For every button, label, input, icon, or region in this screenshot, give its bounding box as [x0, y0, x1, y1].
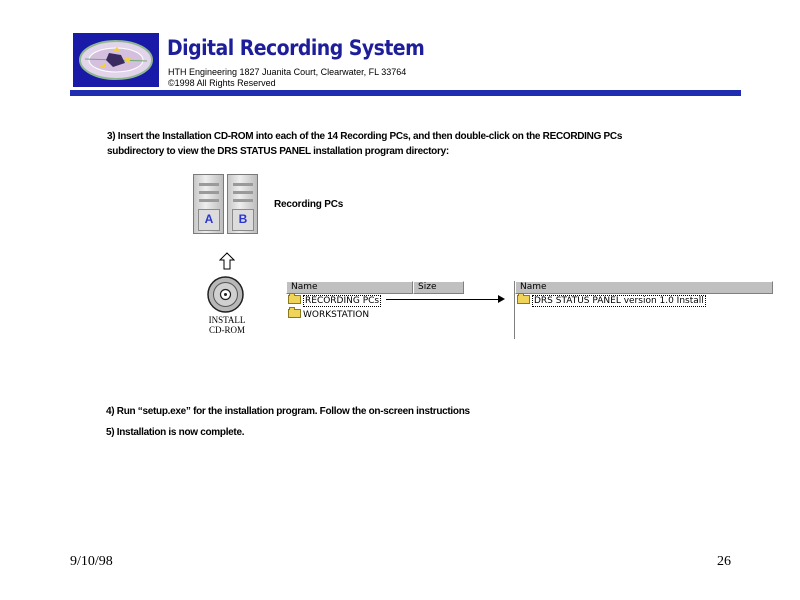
footer-date: 9/10/98 — [70, 554, 113, 569]
step3-text-line1: 3) Insert the Installation CD-ROM into each of the 14 Recording PCs, and then double-click on the RECORDING PCs — [107, 131, 623, 142]
column-header-name[interactable]: Name — [286, 281, 413, 294]
cd-root-file-list — [286, 281, 464, 327]
folder-name: WORKSTATION — [303, 310, 370, 320]
cd-rom-icon — [207, 276, 244, 313]
folder-name: DRS STATUS PANEL version 1.0 Install — [534, 296, 704, 306]
folder-recording-pcs[interactable] — [288, 295, 381, 308]
recording-pc-b-icon — [227, 174, 258, 234]
header-divider — [70, 90, 741, 96]
cd-label-line2: CD-ROM — [208, 325, 245, 335]
tower-a-label: A — [204, 212, 214, 226]
step3-text-line2: subdirectory to view the DRS STATUS PANEL installation program directory: — [107, 146, 449, 157]
arrow-head-icon — [498, 295, 505, 303]
page-number: 26 — [717, 554, 731, 569]
tower-b-label: B — [238, 212, 248, 226]
recording-pc-a-icon — [193, 174, 224, 234]
step4-text: 4) Run “setup.exe” for the installation program. Follow the on-screen instructions — [106, 406, 470, 417]
step5-text: 5) Installation is now complete. — [106, 427, 245, 438]
logo — [73, 33, 159, 87]
cd-rom-label — [201, 315, 253, 335]
cd-label-line1: INSTALL — [208, 315, 246, 325]
page-title: Digital Recording System — [167, 36, 425, 60]
connector-arrow — [386, 299, 500, 300]
folder-name: RECORDING PCs — [305, 296, 380, 306]
recording-pcs-file-list — [514, 281, 772, 339]
up-arrow-icon — [219, 252, 235, 270]
folder-icon — [288, 295, 301, 304]
recording-pcs-label: Recording PCs — [274, 199, 344, 210]
copyright-notice: ©1998 All Rights Reserved — [168, 78, 276, 88]
folder-icon — [288, 309, 301, 318]
column-header-name[interactable]: Name — [515, 281, 773, 294]
folder-workstation[interactable] — [288, 309, 369, 322]
company-address: HTH Engineering 1827 Juanita Court, Clearwater, FL 33764 — [168, 67, 407, 77]
folder-drs-status-panel[interactable] — [517, 295, 706, 308]
folder-icon — [517, 295, 530, 304]
column-header-size[interactable]: Size — [413, 281, 464, 294]
